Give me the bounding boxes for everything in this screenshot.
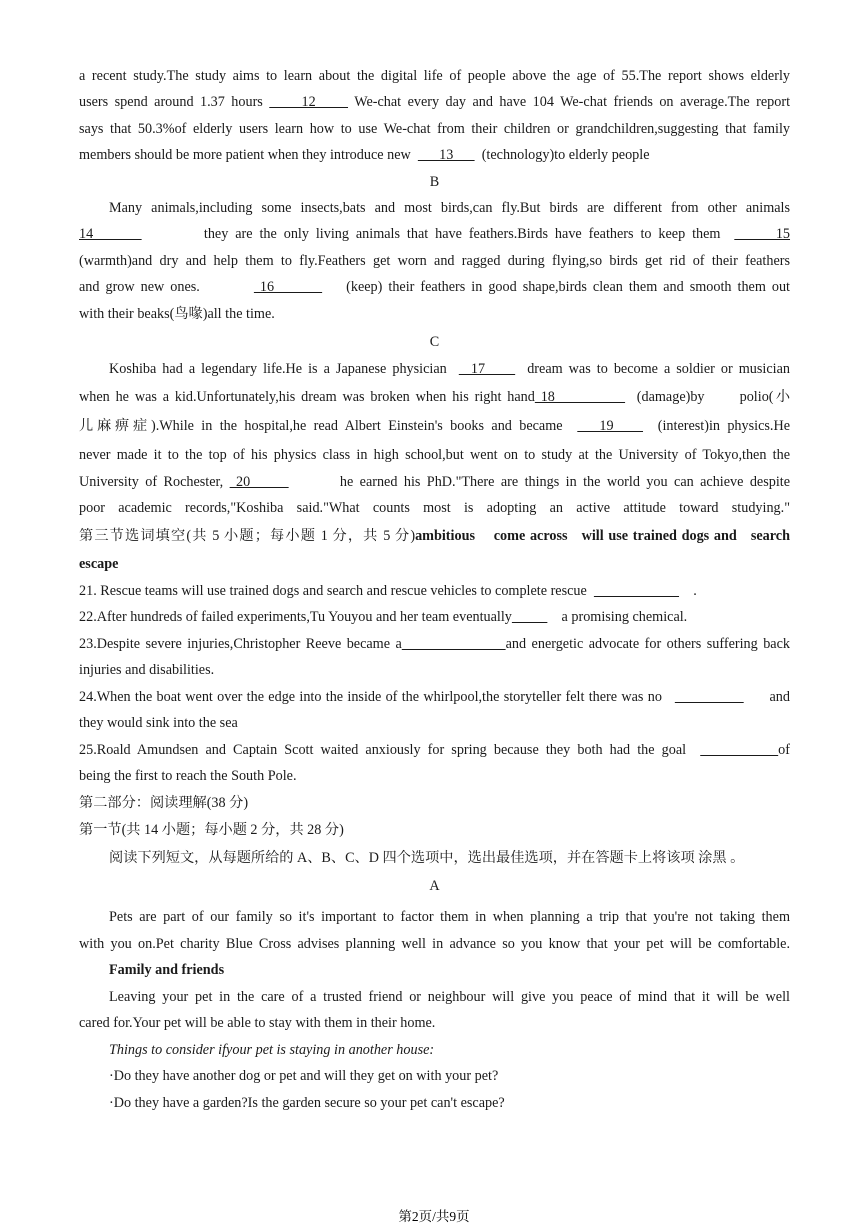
text-line: a recent study.The study aims to learn about the digital life of people above the age of 55.The report shows elderly [79, 68, 790, 84]
text-line: cared for.Your pet will be able to stay with them in their home. [79, 1015, 436, 1031]
section-heading: A [429, 878, 440, 894]
text-line: with their beaks(鸟喙)all the time. [79, 306, 275, 322]
text-line: Family and friends [109, 962, 225, 978]
text-line: (warmth)and dry and help them to fly.Feathers get worn and ragged during flying,so birds get rid of their feathers [79, 253, 790, 269]
text-line: escape [79, 556, 119, 572]
section-heading: C [429, 334, 440, 350]
text-line: Many animals,including some insects,bats and most birds,can fly.But birds are different from other animals [109, 200, 790, 216]
text-line: Leaving your pet in the care of a trusted friend or neighbour will give you peace of mind that it will be well [109, 989, 790, 1005]
text-line: 23.Despite severe injuries,Christopher Reeve became a and energetic advocate for others suffering back [79, 636, 790, 652]
text-line: when he was a kid.Unfortunately,his dream was broken when his right hand 18 (damage)by polio(小 [79, 389, 791, 405]
text-line: Koshiba had a legendary life.He is a Japanese physician 17 dream was to become a soldier or musician [109, 361, 790, 377]
text-line: with you on.Pet charity Blue Cross advises planning well in advance so you know that your pet will be comfortable. [79, 936, 790, 952]
text-line: they would sink into the sea [79, 715, 238, 731]
text-line: says that 50.3%of elderly users learn how to use We-chat from their children or grandchildren,suggesting that family [79, 121, 790, 137]
text-line: 第一节(共 14 小题；每小题 2 分，共 28 分) [79, 822, 344, 838]
text-line: members should be more patient when they introduce new 13 (technology)to elderly people [79, 147, 650, 163]
text-line: 14 they are the only living animals that have feathers.Birds have feathers to keep them 15 [79, 226, 791, 242]
text-line: and grow new ones. 16 (keep) their feathers in good shape,birds clean them and smooth them out [79, 279, 791, 295]
text-line: 25.Roald Amundsen and Captain Scott waited anxiously for spring because they both had the goal of [79, 742, 790, 758]
text-line: 儿麻痹症).While in the hospital,he read Albert Einstein's books and became 19 (interest)in physics.He [79, 418, 790, 434]
text-line: 24.When the boat went over the edge into the inside of the whirlpool,the storyteller felt there was no and [79, 689, 790, 705]
text-line: 22.After hundreds of failed experiments,Tu Youyou and her team eventually a promising chemical. [79, 609, 688, 625]
text-line: injuries and disabilities. [79, 662, 215, 678]
text-line: ·Do they have a garden?Is the garden secure so your pet can't escape? [109, 1095, 505, 1111]
text-line: Pets are part of our family so it's important to factor them in when planning a trip that you're not taking them [109, 909, 790, 925]
text-line: University of Rochester, 20 he earned his PhD."There are things in the world you can achieve despite [79, 474, 791, 490]
text-line: poor academic records,"Koshiba said."What counts most is adopting an active attitude toward studying." [79, 500, 790, 516]
text-line: users spend around 1.37 hours 12 We-chat every day and have 104 We-chat friends on average.The report [79, 94, 791, 110]
section-heading: B [429, 174, 440, 190]
page-footer: 第2页/共9页 [398, 1209, 470, 1224]
text-line: 第二部分：阅读理解(38 分) [79, 795, 249, 811]
text-line: never made it to the top of his physics class in high school,but went on to study at the University of Tokyo,then the [79, 447, 790, 463]
text-line: being the first to reach the South Pole. [79, 768, 297, 784]
text-line: 21. Rescue teams will use trained dogs and search and rescue vehicles to complete rescue . [79, 583, 697, 599]
text-line: 第三节选词填空(共 5 小题；每小题 1 分，共 5 分)ambitious come across will use trained dogs and search [79, 528, 790, 544]
text-line: 阅读下列短文，从每题所给的 A、B、C、D 四个选项中，选出最佳选项，并在答题卡上将该项 涂黑 。 [109, 850, 745, 866]
text-line: Things to consider ifyour pet is staying in another house: [109, 1042, 435, 1058]
text-line: ·Do they have another dog or pet and will they get on with your pet? [109, 1068, 499, 1084]
